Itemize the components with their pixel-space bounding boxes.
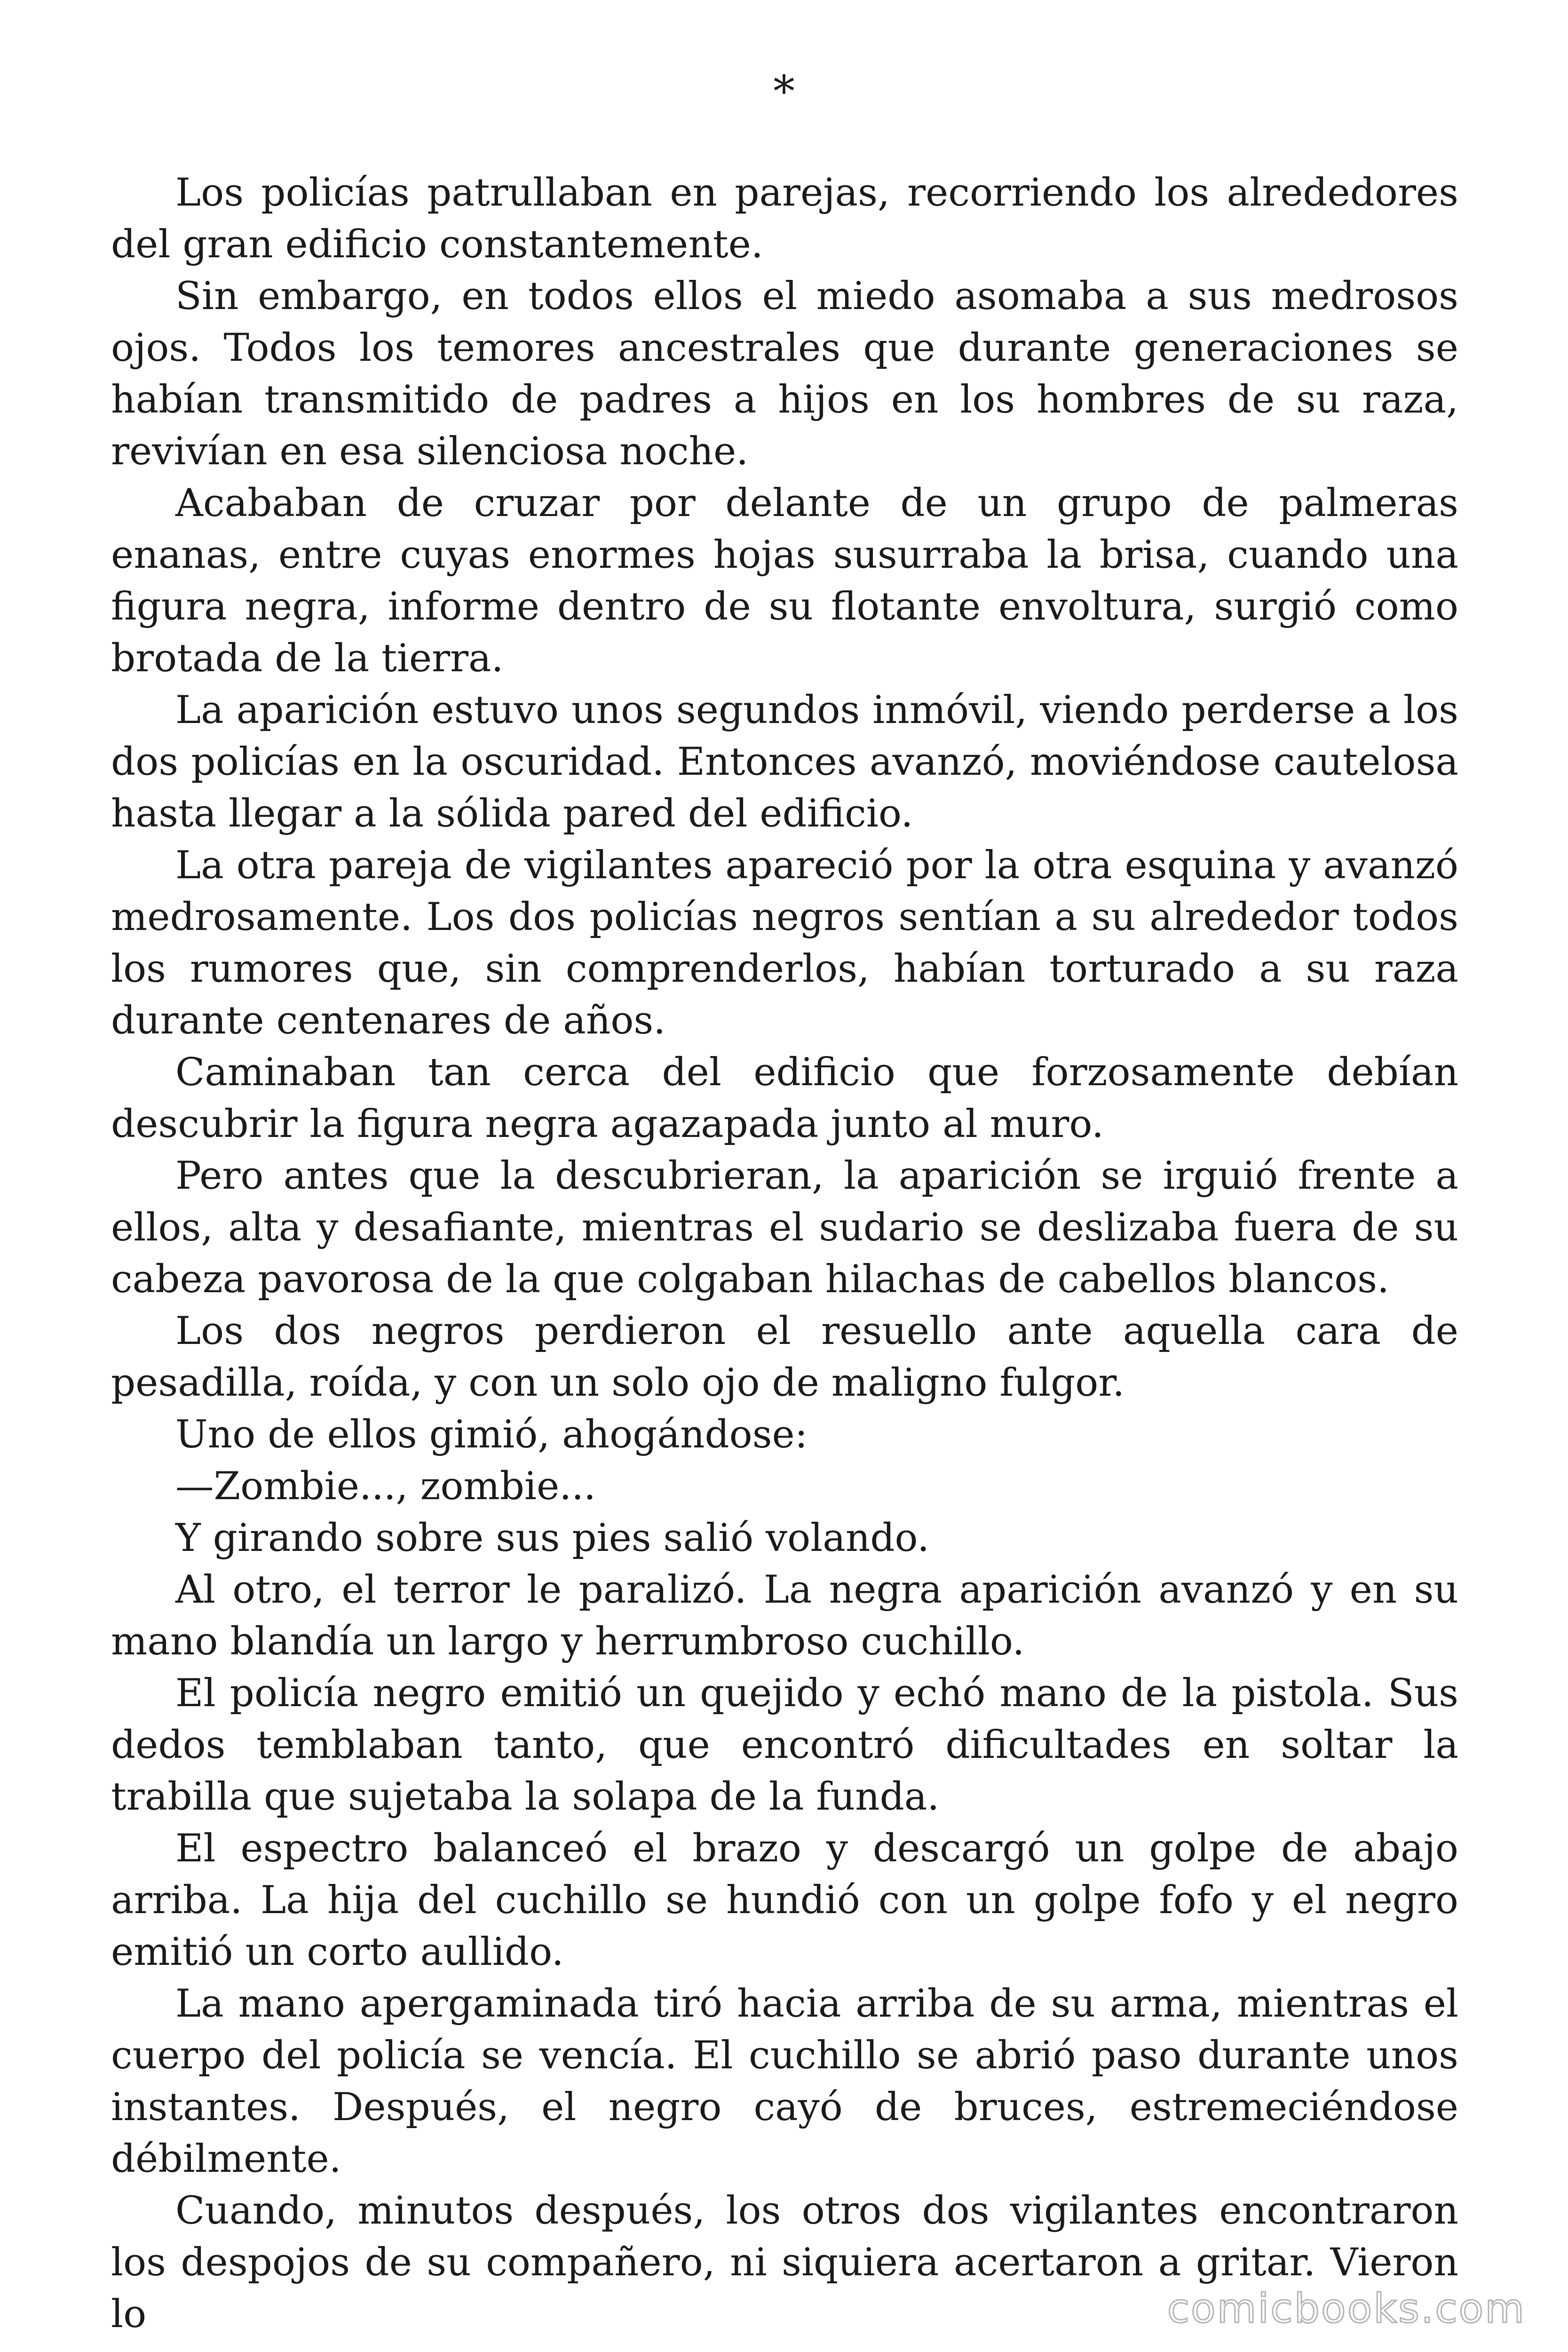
paragraph: Caminaban tan cerca del edificio que forzosamente debían descubrir la figura negra agazapada junto al muro.	[111, 1050, 1458, 1146]
paragraph: El espectro balanceó el brazo y descargó un golpe de abajo arriba. La hija del cuchillo se hundió con un golpe fofo y el negro emitió un corto aullido.	[111, 1826, 1458, 1974]
scene-break-asterisk: *	[773, 66, 795, 117]
dialogue-line: —Zombie..., zombie...	[175, 1464, 596, 1509]
paragraph: Acababan de cruzar por delante de un grupo de palmeras enanas, entre cuyas enormes hojas susurraba la brisa, cuando una figura negra, informe dentro de su flotante envoltura, surgió como brotada de la tierra.	[111, 481, 1458, 681]
paragraph: Uno de ellos gimió, ahogándose:	[175, 1412, 808, 1457]
paragraph: La mano apergaminada tiró hacia arriba de su arma, mientras el cuerpo del policía se vencía. El cuchillo se abrió paso durante unos instantes. Después, el negro cayó de bruces, estremeciéndose débilmente.	[111, 1981, 1458, 2181]
paragraph: La aparición estuvo unos segundos inmóvil, viendo perderse a los dos policías en la oscuridad. Entonces avanzó, moviéndose cautelosa hasta llegar a la sólida pared del edificio.	[111, 688, 1458, 836]
watermark: comicbooks.com	[1167, 2285, 1526, 2332]
paragraph: Pero antes que la descubrieran, la aparición se irguió frente a ellos, alta y desafiante, mientras el sudario se deslizaba fuera de su cabeza pavorosa de la que colgaban hilachas de cabellos blancos.	[111, 1153, 1458, 1302]
paragraph: Cuando, minutos después, los otros dos vigilantes encontraron los despojos de su compañero, ni siquiera acertaron a gritar. Vieron lo	[111, 2188, 1458, 2336]
paragraph: La otra pareja de vigilantes apareció por la otra esquina y avanzó medrosamente. Los dos policías negros sentían a su alrededor todos los rumores que, sin comprenderlos, habían torturado a su raza durante centenares de años.	[111, 843, 1458, 1043]
paragraph: Sin embargo, en todos ellos el miedo asomaba a sus medrosos ojos. Todos los temores ancestrales que durante generaciones se habían transmitido de padres a hijos en los hombres de su raza, revivían en esa silenciosa noche.	[111, 274, 1458, 474]
paragraph: Los policías patrullaban en parejas, recorriendo los alrededores del gran edificio constantemente.	[111, 170, 1458, 267]
paragraph: El policía negro emitió un quejido y echó mano de la pistola. Sus dedos temblaban tanto, que encontró dificultades en soltar la trabilla que sujetaba la solapa de la funda.	[111, 1671, 1458, 1819]
paragraph: Los dos negros perdieron el resuello ante aquella cara de pesadilla, roída, y con un solo ojo de maligno fulgor.	[111, 1309, 1458, 1405]
paragraph: Y girando sobre sus pies salió volando.	[175, 1516, 930, 1560]
body-text	[111, 167, 1458, 2340]
paragraph: Al otro, el terror le paralizó. La negra aparición avanzó y en su mano blandía un largo y herrumbroso cuchillo.	[111, 1567, 1458, 1664]
